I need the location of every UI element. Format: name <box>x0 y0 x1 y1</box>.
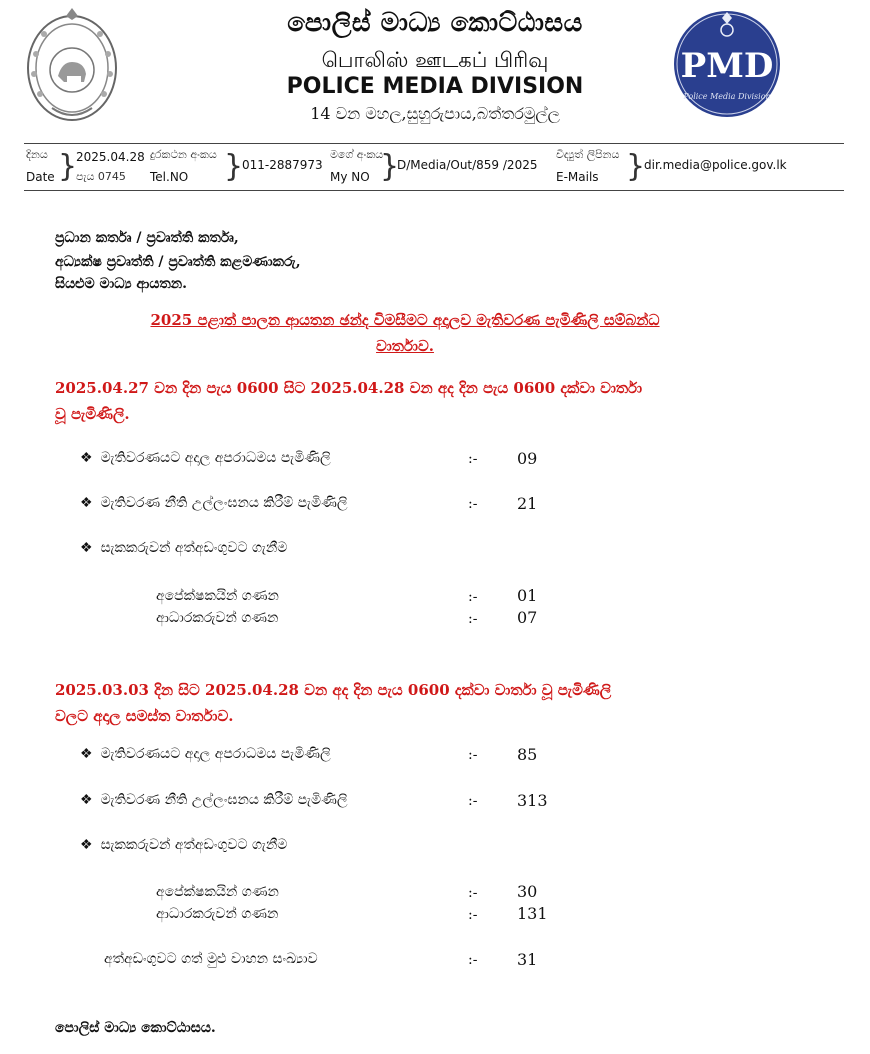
addressee-line-3: සියළුම මාධ්‍ය ආයතන. <box>55 276 188 292</box>
colon: :- <box>468 611 478 627</box>
my-no-value: D/Media/Out/859 /2025 <box>397 158 538 172</box>
section1-heading-line-2: වූ පැමිණිලි. <box>55 405 130 423</box>
email-link[interactable]: dir.media@police.gov.lk <box>644 158 787 172</box>
sub-item-label: ආධාරකරුවන් ගණන <box>156 610 279 626</box>
title-tamil: பொலிஸ் ஊடகப் பிரிவு <box>321 48 549 72</box>
title-sinhala: පොලිස් මාධ්‍ය කොට්ඨාසය <box>287 8 583 38</box>
value: 07 <box>517 608 538 627</box>
footer-signature: පොලිස් මාධ්‍ය කොට්ඨාසය. <box>55 1020 216 1036</box>
diamond-bullet-icon: ❖ <box>80 837 93 853</box>
vehicles-label: අත්අඩංගුවට ගත් මුළු වාහන සංඛ්‍යාව <box>104 951 318 967</box>
colon: :- <box>468 496 478 512</box>
colon: :- <box>468 907 478 923</box>
tel-label-si: දුරකථන අංකය <box>150 148 217 161</box>
address: 14 වන මහල,සුහුරුපාය,බත්තරමුල්ල <box>310 104 560 123</box>
email-label-en: E-Mails <box>556 170 599 184</box>
list-item: ❖ මැතිවරණ නීති උල්ලංඝනය කිරීම් පැමිණිලි <box>80 495 348 511</box>
date-label-en: Date <box>26 170 55 184</box>
diamond-bullet-icon: ❖ <box>80 746 93 762</box>
vehicles-value: 31 <box>517 950 538 969</box>
subject-line-2: වාර්තාව. <box>376 337 434 355</box>
value: 21 <box>517 494 538 513</box>
pmd-logo-subtext: Police Media Division <box>683 92 771 101</box>
value: 313 <box>517 791 548 810</box>
sub-item-label: අපේක්ෂකයින් ගණන <box>156 884 279 900</box>
colon: :- <box>468 885 478 901</box>
list-item: ❖ සැකකරුවන් අත්අඩංගුවට ගැනීම <box>80 837 288 853</box>
diamond-bullet-icon: ❖ <box>80 540 93 556</box>
time-value: පැය 0745 <box>76 170 126 183</box>
list-item: ❖ සැකකරුවන් අත්අඩංගුවට ගැනීම <box>80 540 288 556</box>
addressee-line-1: ප්‍රධාන කර්තෘ / ප්‍රවෘත්ති කර්තෘ, <box>55 230 239 246</box>
section2-heading-line-2: වලට අදාල සමස්ත වාර්තාව. <box>55 707 234 725</box>
colon: :- <box>468 451 478 467</box>
my-no-label-en: My NO <box>330 170 370 184</box>
info-bar: දිනය Date } 2025.04.28 පැය 0745 දුරකථන අංකය Tel.NO } 011-2887973 මගේ අංකය My NO } D/Media/Out/859 /2025 විද්‍යුත් ලිපිනය E-Mails } dir.media@police.gov.lk <box>24 143 844 191</box>
value: 01 <box>517 586 538 605</box>
diamond-bullet-icon: ❖ <box>80 495 93 511</box>
section2-heading-line-1: 2025.03.03 දින සිට 2025.04.28 වන අද දින පැය 0600 දක්වා වාර්තා වූ පැමිණිලි <box>55 681 612 699</box>
sub-item-label: ආධාරකරුවන් ගණන <box>156 906 279 922</box>
value: 09 <box>517 449 538 468</box>
list-item: ❖ මැතිවරණයට අදාල අපරාධමය පැමිණිලි <box>80 450 331 466</box>
date-label-si: දිනය <box>26 148 48 161</box>
section1-heading-line-1: 2025.04.27 වන දින පැය 0600 සිට 2025.04.28 වන අද දින පැය 0600 දක්වා වාර්තා <box>55 379 643 397</box>
tel-label-en: Tel.NO <box>150 170 189 184</box>
value: 30 <box>517 882 538 901</box>
title-english: POLICE MEDIA DIVISION <box>286 74 584 99</box>
diamond-bullet-icon: ❖ <box>80 450 93 466</box>
email-label-si: විද්‍යුත් ලිපිනය <box>556 148 620 161</box>
tel-value: 011-2887973 <box>242 158 323 172</box>
colon: :- <box>468 589 478 605</box>
pmd-logo-text: PMD <box>680 46 774 86</box>
diamond-bullet-icon: ❖ <box>80 792 93 808</box>
value: 131 <box>517 904 548 923</box>
value: 85 <box>517 745 538 764</box>
colon: :- <box>468 952 478 968</box>
addressee-line-2: අධ්‍යක්ෂ ප්‍රවෘත්ති / ප්‍රවෘත්ති කළමණාකරු, <box>55 254 301 270</box>
my-no-label-si: මගේ අංකය <box>330 148 384 161</box>
date-value: 2025.04.28 <box>76 150 145 164</box>
list-item: ❖ මැතිවරණ නීති උල්ලංඝනය කිරීම් පැමිණිලි <box>80 792 348 808</box>
subject-line-1: 2025 පළාත් පාලන ආයතන ඡන්ද විමසීමට අදාලව මැතිවරණ පැමිණිලි සම්බන්ධ <box>150 311 660 329</box>
colon: :- <box>468 747 478 763</box>
colon: :- <box>468 793 478 809</box>
list-item: ❖ මැතිවරණයට අදාල අපරාධමය පැමිණිලි <box>80 746 331 762</box>
sub-item-label: අපේක්ෂකයින් ගණන <box>156 588 279 604</box>
